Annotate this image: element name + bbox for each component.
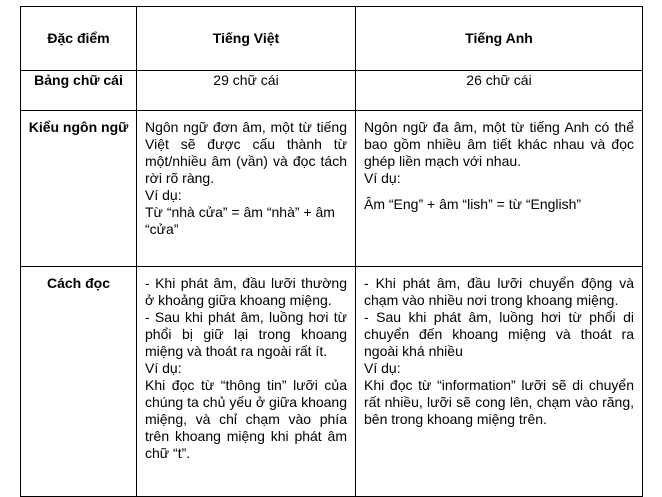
header-feature: Đặc điểm — [21, 7, 137, 71]
header-vietnamese: Tiếng Việt — [137, 7, 356, 71]
cell-line: Âm “Eng” + âm “lish” = từ “English” — [364, 196, 582, 212]
row-label-reading: Cách đọc — [21, 267, 137, 497]
reading-vi — [137, 267, 356, 497]
cell-line: Ngôn ngữ đa âm, một từ tiếng Anh có thể bao gồm nhiều âm tiết khác nhau và đọc ghép liền mạch với nhau. — [364, 119, 634, 169]
cell-line: - Khi phát âm, đầu lưỡi chuyển động và chạm vào nhiều nơi trong khoang miệng. — [364, 275, 634, 308]
language-type-en — [356, 111, 643, 267]
comparison-table — [20, 6, 643, 497]
spacer — [364, 187, 634, 196]
cell-line: - Khi phát âm, đầu lưỡi thường ở khoảng giữa khoang miệng. — [145, 275, 347, 308]
cell-line: Khi đọc từ “thông tin” lưỡi của chúng ta chủ yếu ở giữa khoang miệng, và chỉ chạm vào phía trên khoang miệng khi phát âm chữ “t”. — [145, 377, 347, 461]
table-row — [21, 71, 643, 111]
cell-line: - Sau khi phát âm, luồng hơi từ phổi bị giữ lại trong khoang miệng và thoát ra ngoài rất ít. — [145, 309, 347, 359]
cell-line: Ví dụ: — [145, 360, 182, 376]
header-english: Tiếng Anh — [356, 7, 643, 71]
language-type-vi — [137, 111, 356, 267]
table-row — [21, 111, 643, 267]
table-header-row — [21, 7, 643, 71]
cell-line: Ví dụ: — [145, 187, 182, 203]
cell-line: - Sau khi phát âm, luồng hơi từ phổi di chuyển đến khoang miệng và thoát ra ngoài khá nhiều — [364, 309, 634, 359]
table-row — [21, 267, 643, 497]
row-label-language-type: Kiểu ngôn ngữ — [21, 111, 137, 267]
row-label-alphabet: Bảng chữ cái — [21, 71, 137, 111]
alphabet-vi: 29 chữ cái — [137, 71, 356, 111]
cell-line: Ví dụ: — [364, 360, 401, 376]
reading-en — [356, 267, 643, 497]
alphabet-en: 26 chữ cái — [356, 71, 643, 111]
cell-line: Từ “nhà cửa” = âm “nhà” + âm “cửa” — [145, 204, 335, 237]
cell-line: Ngôn ngữ đơn âm, một từ tiếng Việt sẽ được cấu thành từ một/nhiều âm (vần) và đọc tách rời rõ ràng. — [145, 119, 347, 186]
cell-line: Khi đọc từ “information” lưỡi sẽ di chuyển rất nhiều, lưỡi sẽ cong lên, chạm vào răng, bên trong khoang miệng trên. — [364, 377, 634, 427]
cell-line: Ví dụ: — [364, 170, 401, 186]
